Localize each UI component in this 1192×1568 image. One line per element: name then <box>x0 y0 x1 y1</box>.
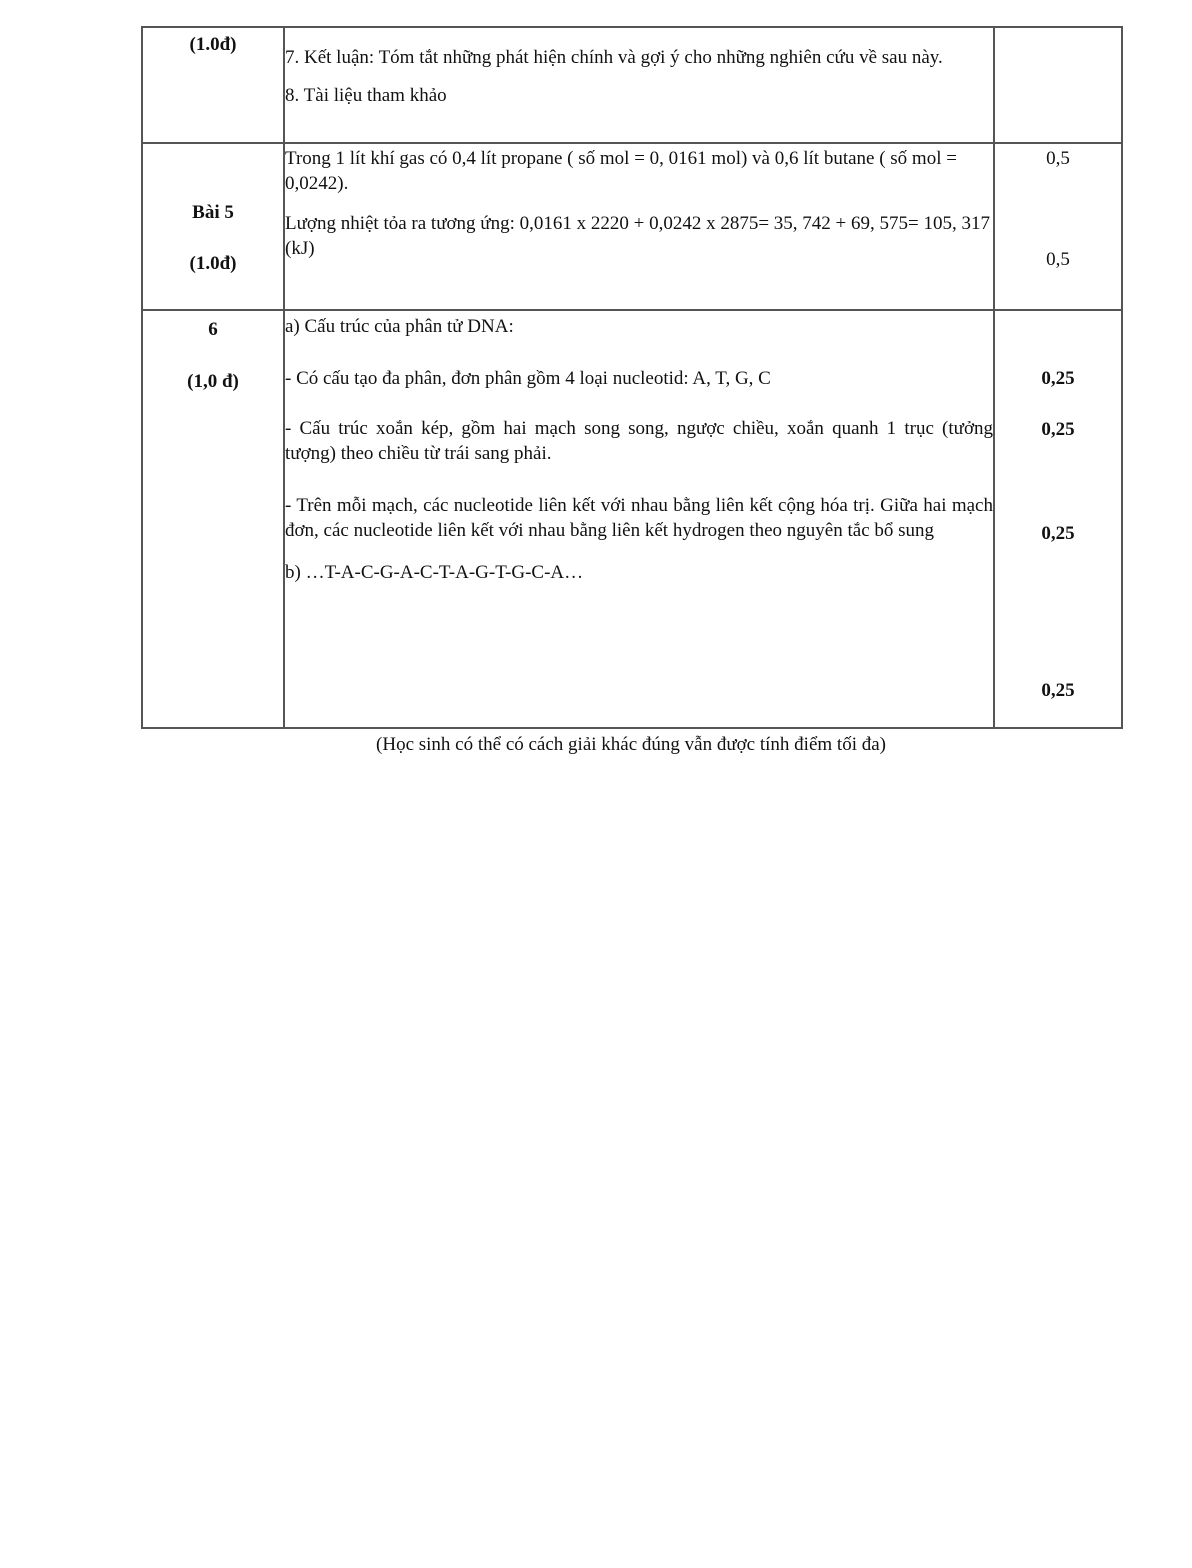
score-cell <box>994 27 1122 143</box>
question-label-cell <box>142 310 284 728</box>
answer-content-cell <box>284 143 994 310</box>
answer-table <box>141 26 1123 729</box>
score-cell <box>994 310 1122 728</box>
score-value: 0,5 <box>1046 148 1070 169</box>
table-row <box>142 27 1122 143</box>
table-row <box>142 143 1122 310</box>
answer-content-cell <box>284 310 994 728</box>
table-row <box>142 310 1122 728</box>
answer-item: b) …T-A-C-G-A-C-T-A-G-T-G-C-A… <box>285 562 584 583</box>
score-value: 0,25 <box>1041 368 1075 389</box>
score-value: 0,25 <box>1041 419 1075 440</box>
question-points: (1,0 đ) <box>187 371 239 392</box>
answer-item: 8. Tài liệu tham khảo <box>285 85 447 106</box>
question-label-cell <box>142 27 284 143</box>
answer-content-cell <box>284 27 994 143</box>
question-label-cell <box>142 143 284 310</box>
score-value: 0,25 <box>1041 680 1075 701</box>
answer-item: - Trên mỗi mạch, các nucleotide liên kết với nhau bằng liên kết cộng hóa trị. Giữa hai mạch đơn, các nucleotide liên kết với nhau bằng liên kết hydrogen theo nguyên tắc bổ sung <box>285 495 993 541</box>
score-cell <box>994 143 1122 310</box>
question-points: (1.0đ) <box>189 253 237 274</box>
score-value: 0,25 <box>1041 523 1075 544</box>
answer-item: a) Cấu trúc của phân tử DNA: <box>285 316 514 337</box>
answer-item: 7. Kết luận: Tóm tắt những phát hiện chính và gợi ý cho những nghiên cứu về sau này. <box>285 47 943 68</box>
answer-item: Lượng nhiệt tỏa ra tương ứng: 0,0161 x 2220 + 0,0242 x 2875= 35, 742 + 69, 575= 105, 317 (kJ) <box>285 213 990 259</box>
answer-item: - Cấu trúc xoắn kép, gồm hai mạch song song, ngược chiều, xoắn quanh 1 trục (tưởng tượng) theo chiều từ trái sang phải. <box>285 418 993 464</box>
question-title: 6 <box>208 319 218 340</box>
question-title: Bài 5 <box>192 202 234 223</box>
question-points: (1.0đ) <box>189 34 237 55</box>
answer-item: Trong 1 lít khí gas có 0,4 lít propane ( số mol = 0, 0161 mol) và 0,6 lít butane ( số mol = 0,0242). <box>285 148 957 194</box>
answer-item: - Có cấu tạo đa phân, đơn phân gồm 4 loại nucleotid: A, T, G, C <box>285 368 771 389</box>
footer-note: (Học sinh có thể có cách giải khác đúng vẫn được tính điểm tối đa) <box>376 734 886 755</box>
score-value: 0,5 <box>1046 249 1070 270</box>
